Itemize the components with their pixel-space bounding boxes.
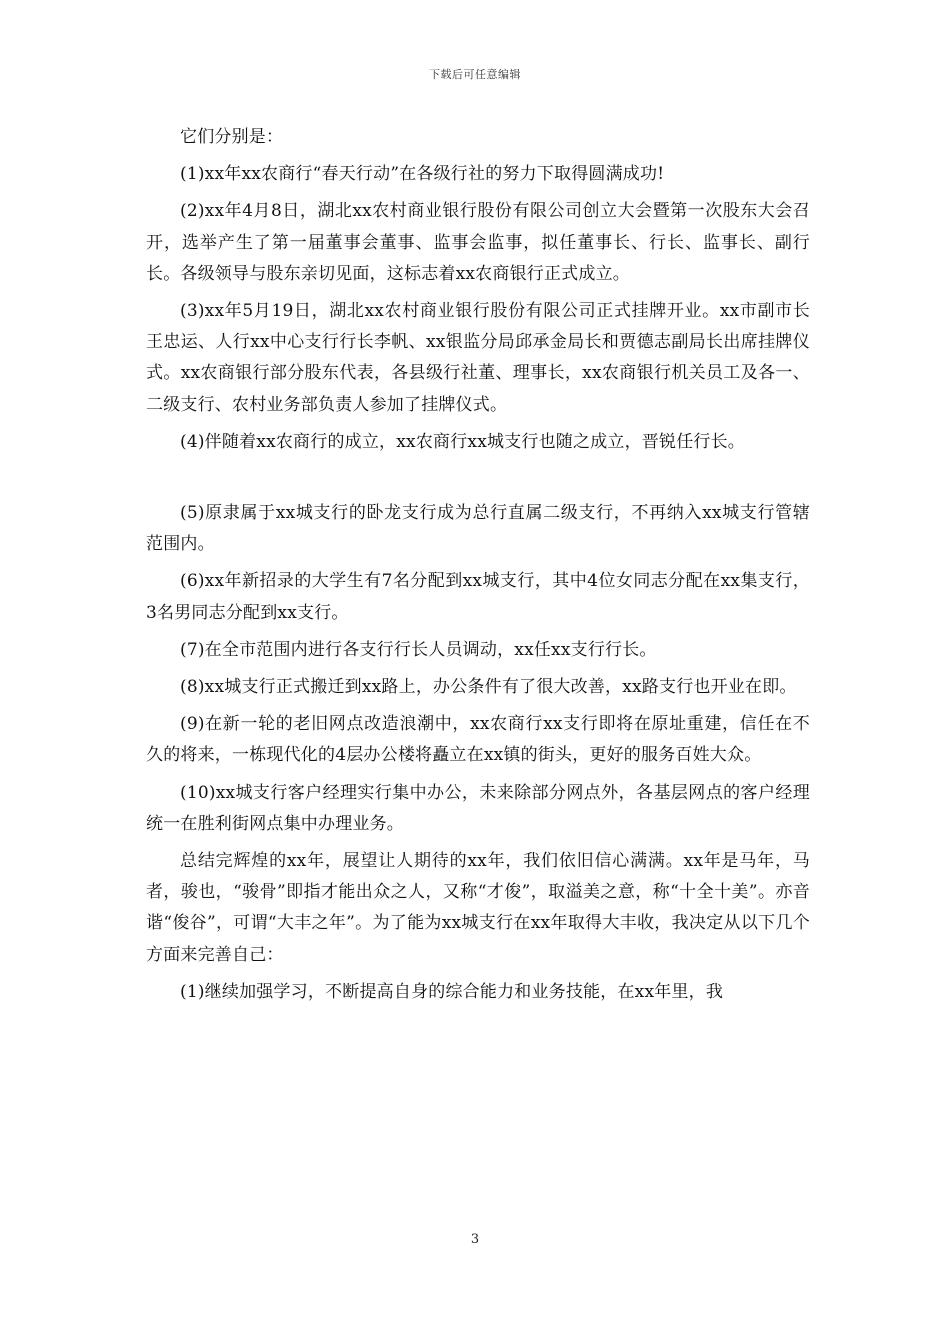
document-body — [146, 122, 810, 1008]
paragraph-item-9: (9)在新一轮的老旧网点改造浪潮中，xx农商行xx支行即将在原址重建，信任在不久的将来，一栋现代化的4层办公楼将矗立在xx镇的街头，更好的服务百姓大众。 — [146, 714, 810, 766]
paragraph-item-2: (2)xx年4月8日，湖北xx农村商业银行股份有限公司创立大会暨第一次股东大会召开，选举产生了第一届董事会董事、监事会监事，拟任董事长、行长、监事长、副行长。各级领导与股东亲切见面，这标志着xx农商银行正式成立。 — [146, 201, 810, 284]
paragraph-plan-1: (1)继续加强学习，不断提高自身的综合能力和业务技能，在xx年里，我 — [180, 981, 724, 1002]
paragraph-summary: 总结完辉煌的xx年，展望让人期待的xx年，我们依旧信心满满。xx年是马年，马者，骏也，“骏骨”即指才能出众之人，又称“才俊”，取溢美之意，称“十全十美”。亦音谐“俊谷”，可谓“大丰之年”。为了能为xx城支行在xx年取得大丰收，我决定从以下几个方面来完善自己： — [146, 851, 810, 965]
paragraph-item-5: (5)原隶属于xx城支行的卧龙支行成为总行直属二级支行，不再纳入xx城支行管辖范围内。 — [146, 503, 810, 555]
paragraph-item-1: (1)xx年xx农商行“春天行动”在各级行社的努力下取得圆满成功! — [180, 164, 665, 185]
paragraph-item-3: (3)xx年5月19日，湖北xx农村商业银行股份有限公司正式挂牌开业。xx市副市长王忠运、人行xx中心支行行长李帆、xx银监分局邱承金局长和贾德志副局长出席挂牌仪式。xx农商银行部分股东代表，各县级行社董、理事长，xx农商银行机关员工及各一、二级支行、农村业务部负责人参加了挂牌仪式。 — [146, 301, 810, 415]
page-number: 3 — [470, 1232, 480, 1247]
paragraph-item-7: (7)在全市范围内进行各支行行长人员调动，xx任xx支行行长。 — [180, 639, 657, 660]
page-header: 下载后可任意编辑 — [429, 68, 521, 81]
paragraph-item-10: (10)xx城支行客户经理实行集中办公，未来除部分网点外，各基层网点的客户经理统一在胜利街网点集中办理业务。 — [146, 782, 810, 834]
paragraph-item-8: (8)xx城支行正式搬迁到xx路上，办公条件有了很大改善，xx路支行也开业在即。 — [180, 677, 797, 698]
paragraph-item-4: (4)伴随着xx农商行的成立，xx农商行xx城支行也随之成立，晋锐任行长。 — [180, 431, 746, 452]
paragraph-intro: 它们分别是： — [180, 127, 284, 147]
paragraph-item-6: (6)xx年新招录的大学生有7名分配到xx城支行，其中4位女同志分配在xx集支行，3名男同志分配到xx支行。 — [146, 571, 810, 623]
